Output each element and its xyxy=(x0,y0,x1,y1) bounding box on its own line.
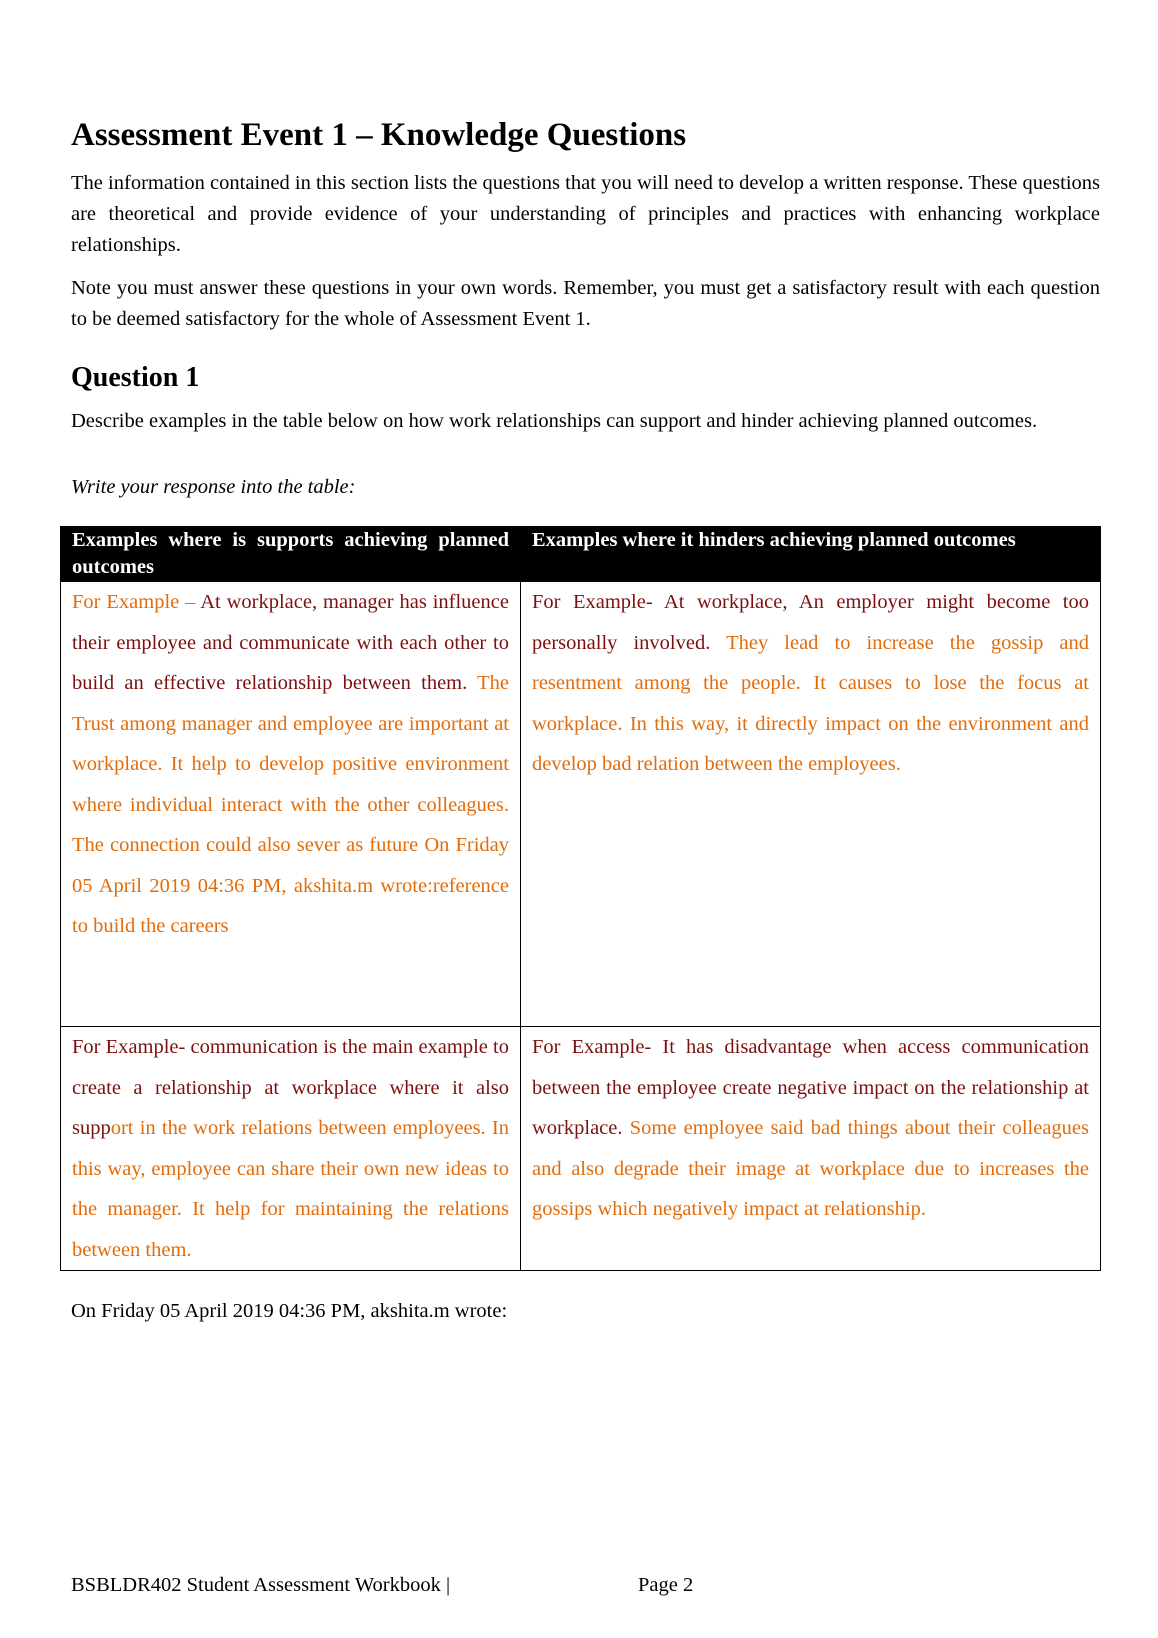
response-text-run: At workplace, manager has influence their employee and communicate with each other to build an effective relationship between them. xyxy=(72,591,509,694)
response-text-run: For Example – xyxy=(72,591,201,613)
response-text-run: For Example- communication is the main example to create a relationship at workplace where it also supp xyxy=(72,1036,509,1139)
response-text-run: ort in the work relations between employees. In this way, employee can share their own new ideas to the manager. It help for maintaining the relations between them. xyxy=(72,1117,509,1261)
header-supports: Examples where is supports achieving planned outcomes xyxy=(61,527,521,582)
question-title: Question 1 xyxy=(71,362,200,393)
response-table xyxy=(60,526,1101,1271)
support-cell[interactable] xyxy=(61,1027,521,1271)
page-title: Assessment Event 1 – Knowledge Questions xyxy=(71,117,687,153)
question-instruction: Write your response into the table: xyxy=(71,476,356,498)
hinder-cell[interactable] xyxy=(521,1027,1101,1271)
response-text-run: For Example- At workplace, An employer might become too personally involved. xyxy=(532,591,1089,654)
intro-paragraph-1: The information contained in this section lists the questions that you will need to develop a written response. These questions are theoretical and provide evidence of your understanding of principles and practices with enhancing workplace relationships. xyxy=(71,172,1100,256)
response-text-run: For Example- It has disadvantage when access communication between the employee create negative impact on the relationship at workplace. xyxy=(532,1036,1089,1139)
response-text-run: The Trust among manager and employee are important at workplace. It help to develop positive environment where individual interact with the other colleagues. The connection could also sever as future On Friday 05 April 2019 04:36 PM, akshita.m wrote:reference to build the careers xyxy=(72,672,509,937)
email-signoff: On Friday 05 April 2019 04:36 PM, akshita.m wrote: xyxy=(71,1300,508,1322)
header-hinders: Examples where it hinders achieving planned outcomes xyxy=(521,527,1101,582)
hinder-cell[interactable] xyxy=(521,582,1101,1027)
response-text-run: Some employee said bad things about their colleagues and also degrade their image at workplace due to increases the gossips which negatively impact at relationship. xyxy=(532,1117,1089,1220)
table-row xyxy=(61,1027,1101,1271)
table-row xyxy=(61,582,1101,1027)
question-description: Describe examples in the table below on how work relationships can support and hinder achieving planned outcomes. xyxy=(71,410,1038,432)
table-header-row xyxy=(61,527,1101,582)
response-text-run: They lead to increase the gossip and resentment among the people. It causes to lose the focus at workplace. In this way, it directly impact on the environment and develop bad relation between the employees. xyxy=(532,631,1090,775)
intro-paragraph-2: Note you must answer these questions in your own words. Remember, you must get a satisfactory result with each question to be deemed satisfactory for the whole of Assessment Event 1. xyxy=(71,277,1100,330)
footer-title: BSBLDR402 Student Assessment Workbook | xyxy=(71,1574,451,1596)
page-number: Page 2 xyxy=(638,1574,694,1596)
support-cell[interactable] xyxy=(61,582,521,1027)
